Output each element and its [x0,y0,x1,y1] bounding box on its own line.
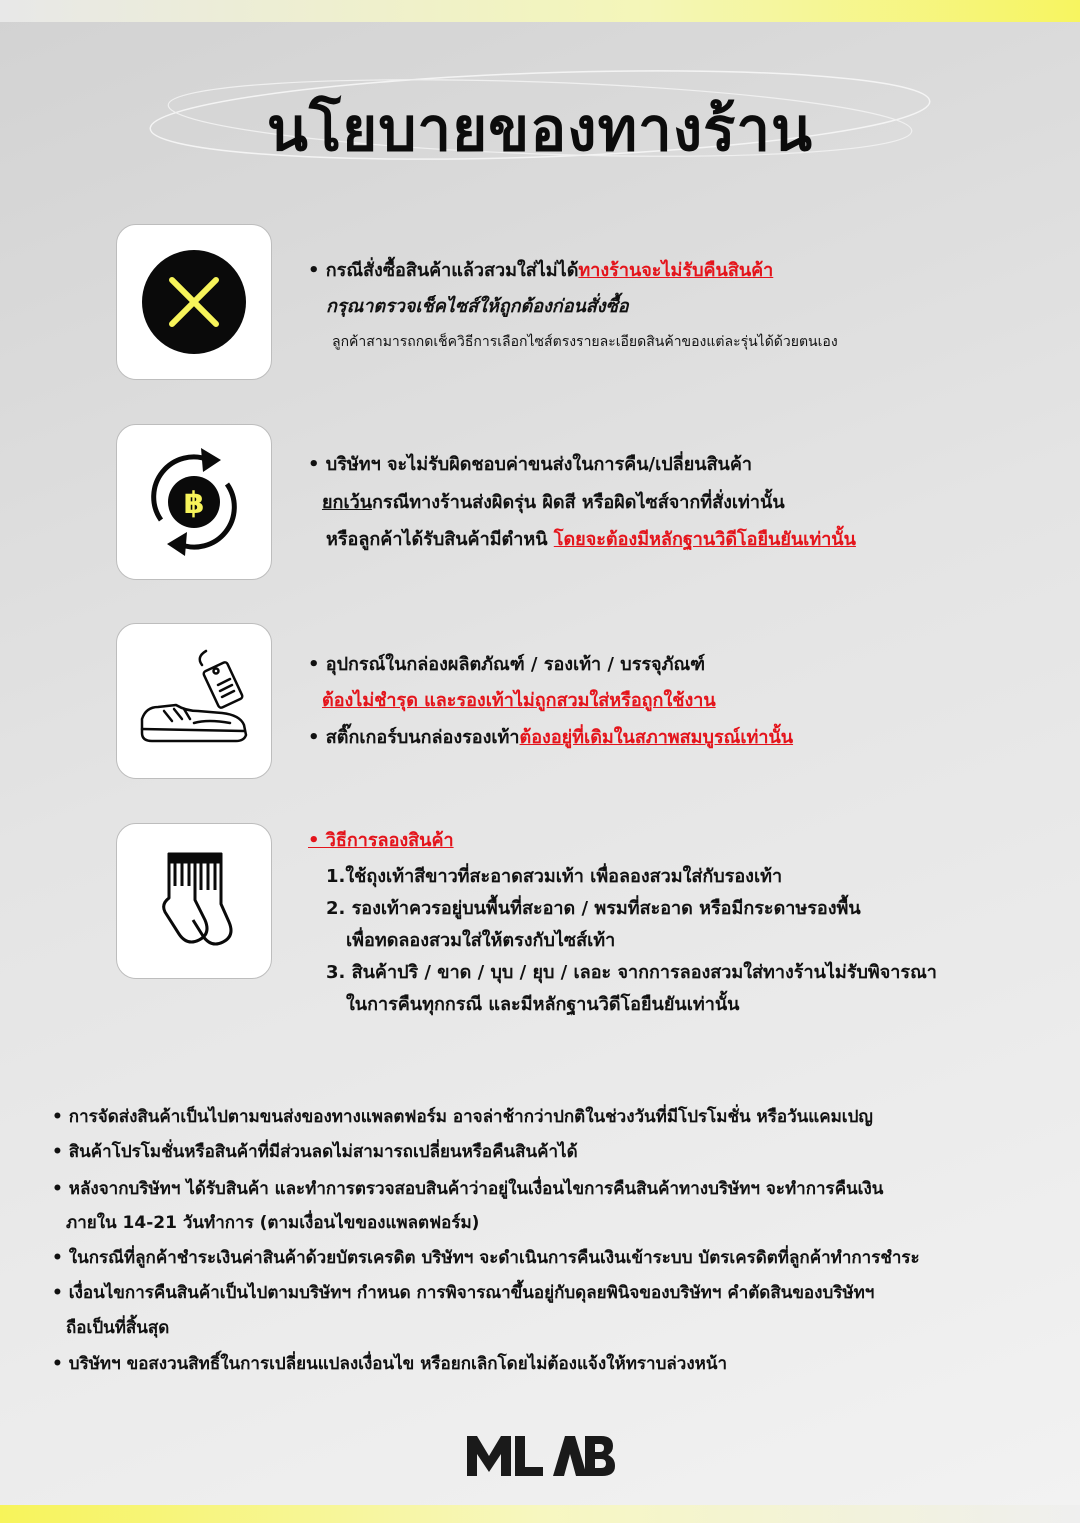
svg-text:฿: ฿ [183,486,205,521]
try-on-step-2: 2. รองเท้าควรอยู่บนพื้นที่สะอาด / พรมที่สะอาด หรือมีกระดาษรองพื้น [326,898,861,919]
shipping-line-1: • บริษัทฯ จะไม่รับผิดชอบค่าขนส่งในการคืน/เปลี่ยนสินค้า [308,454,753,475]
list-item: • หลังจากบริษัทฯ ได้รับสินค้า และทำการตรวจสอบสินค้าว่าอยู่ในเงื่อนไขการคืนสินค้าทางบริษัทฯ จะทำการคืนเงิน [52,1179,884,1199]
shipping-line-3: หรือลูกค้าได้รับสินค้ามีตำหนิ โดยจะต้องมีหลักฐานวิดีโอยืนยันเท่านั้น [326,529,856,550]
policy-card-no-return [116,224,272,380]
page-title: นโยบายของทางร้าน [266,95,814,165]
sticker-warning: ต้องอยู่ที่เดิมในสภาพสมบูรณ์เท่านั้น [519,727,794,748]
bottom-accent-band [0,1505,1080,1523]
list-item: • สินค้าโปรโมชั่นหรือสินค้าที่มีส่วนลดไม่สามารถเปลี่ยนหรือคืนสินค้าได้ [52,1142,578,1162]
policy-card-try-on [116,823,272,979]
try-on-step-3-cont: ในการคืนทุกกรณี และมีหลักฐานวิดีโอยืนยันเท่านั้น [346,994,740,1015]
no-return-warning: ทางร้านจะไม่รับคืนสินค้า [578,260,774,281]
baht-exchange-icon [139,442,249,562]
top-accent-band [0,0,1080,22]
try-on-heading: • วิธีการลองสินค้า [308,830,454,851]
brand-logo [0,1430,1080,1484]
try-on-step-1: 1.ใช้ถุงเท้าสีขาวที่สะอาดสวมเท้า เพื่อลองสวมใส่กับรองเท้า [326,866,783,887]
exception-label: ยกเว้น [322,492,373,513]
title-area [0,60,1080,180]
list-item: ถือเป็นที่สิ้นสุด [66,1318,170,1338]
policy-card-condition [116,623,272,779]
mlab-logo-icon [465,1430,615,1480]
video-proof-warning: โดยจะต้องมีหลักฐานวิดีโอยืนยันเท่านั้น [553,529,856,550]
try-on-step-3: 3. สินค้าปริ / ขาด / บุบ / ยุบ / เลอะ จากการลองสวมใส่ทางร้านไม่รับพิจารณา [326,962,937,983]
no-return-line-1: • กรณีสั่งซื้อสินค้าแล้วสวมใส่ไม่ได้ทางร้านจะไม่รับคืนสินค้า [308,260,774,281]
list-item: ภายใน 14-21 วันทำการ (ตามเงื่อนไขของแพลตฟอร์ม) [66,1213,480,1233]
list-item: • บริษัทฯ ขอสงวนสิทธิ์ในการเปลี่ยนแปลงเงื่อนไข หรือยกเลิกโดยไม่ต้องแจ้งให้ทราบล่วงหน้า [52,1354,728,1374]
cross-icon [142,250,246,354]
condition-line-1: • อุปกรณ์ในกล่องผลิตภัณฑ์ / รองเท้า / บรรจุภัณฑ์ [308,654,706,675]
socks-icon [139,846,249,956]
size-guide-line: ลูกค้าสามารถกดเช็ควิธีการเลือกไซส์ตรงรายละเอียดสินค้าของแต่ละรุ่นได้ด้วยตนเอง [332,334,838,350]
sneaker-tag-icon [134,641,254,761]
policy-card-shipping-cost [116,424,272,580]
try-on-step-2-cont: เพื่อทดลองสวมใส่ให้ตรงกับไซส์เท้า [346,930,616,951]
check-size-line: กรุณาตรวจเช็คไซส์ให้ถูกต้องก่อนสั่งซื้อ [326,296,629,317]
sticker-line: • สติ๊กเกอร์บนกล่องรองเท้าต้องอยู่ที่เดิมในสภาพสมบูรณ์เท่านั้น [308,727,794,748]
condition-warning: ต้องไม่ชำรุด และรองเท้าไม่ถูกสวมใส่หรือถูกใช้งาน [322,690,716,711]
list-item: • ในกรณีที่ลูกค้าชำระเงินค่าสินค้าด้วยบัตรเครดิต บริษัทฯ จะดำเนินการคืนเงินเข้าระบบ บัตรเครดิตที่ลูกค้าทำการชำระ [52,1248,920,1268]
list-item: • การจัดส่งสินค้าเป็นไปตามขนส่งของทางแพลตฟอร์ม อาจล่าช้ากว่าปกติในช่วงวันที่มีโปรโมชั่น หรือวันแคมเปญ [52,1107,873,1127]
shipping-line-2: ยกเว้นกรณีทางร้านส่งผิดรุ่น ผิดสี หรือผิดไซส์จากที่สั่งเท่านั้น [322,492,785,513]
list-item: • เงื่อนไขการคืนสินค้าเป็นไปตามบริษัทฯ กำหนด การพิจารณาขึ้นอยู่กับดุลยพินิจของบริษัทฯ คำตัดสินของบริษัทฯ [52,1283,875,1303]
